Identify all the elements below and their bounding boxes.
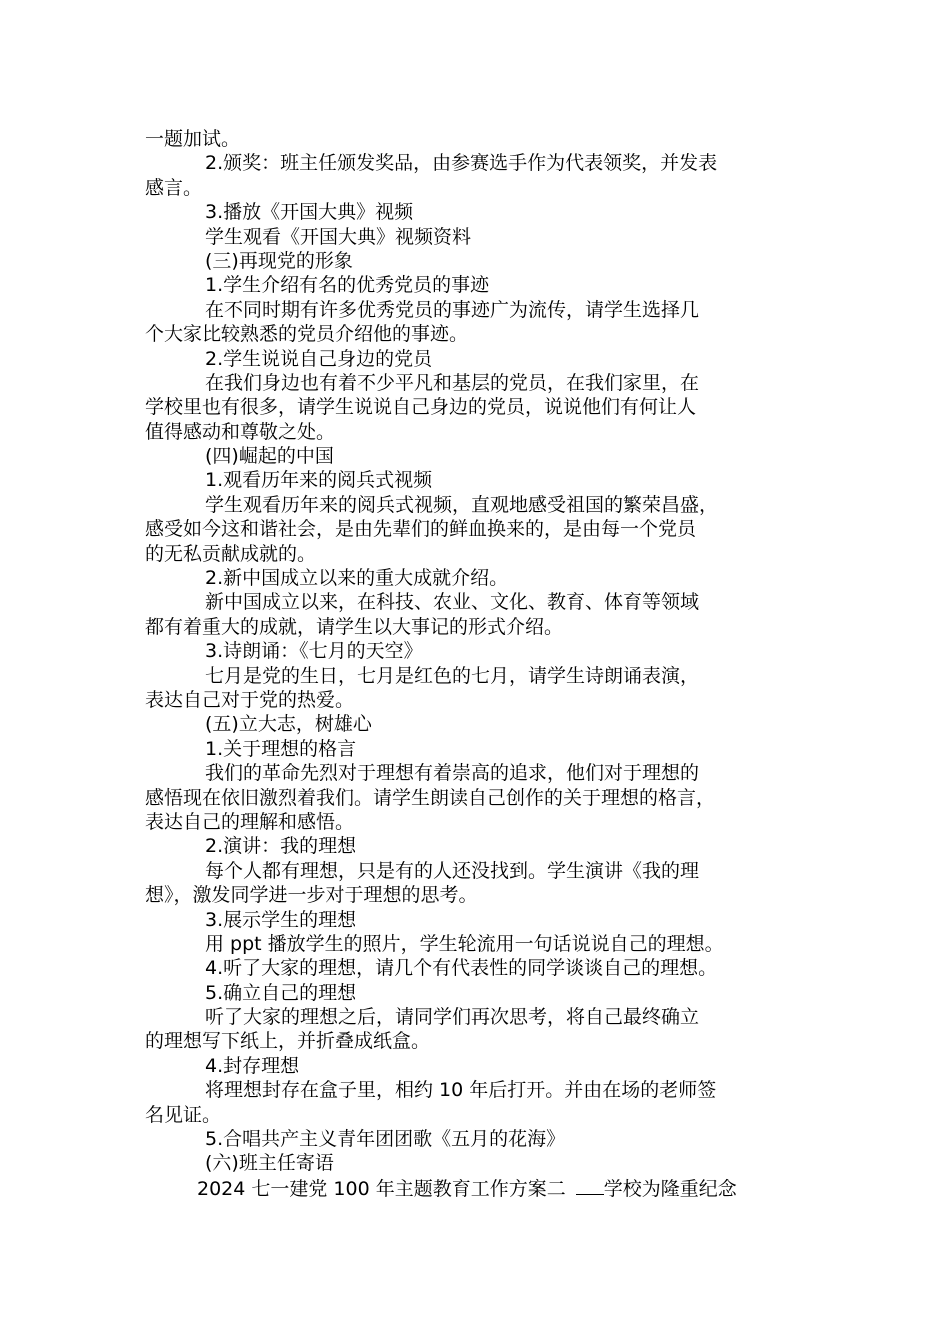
text-line: 想》，激发同学进一步对于理想的思考。 xyxy=(145,884,478,907)
text-line: 用 ppt 播放学生的照片，学生轮流用一句话说说自己的理想。 xyxy=(205,932,724,955)
text-line: 5.合唱共产主义青年团团歌《五月的花海》 xyxy=(205,1128,566,1151)
text-line: 2.演讲：我的理想 xyxy=(205,835,357,858)
text-line: 的理想写下纸上，并折叠成纸盒。 xyxy=(145,1030,431,1053)
fill-in-blank xyxy=(576,1176,604,1195)
text-line: 4.封存理想 xyxy=(205,1054,300,1077)
text-line: 在不同时期有许多优秀党员的事迹广为流传，请学生选择几 xyxy=(205,298,700,321)
text-line: 表达自己对于党的热爱。 xyxy=(145,688,355,711)
text-line: 听了大家的理想之后，请同学们再次思考，将自己最终确立 xyxy=(205,1006,700,1029)
text-line: 2.颁奖：班主任颁发奖品，由参赛选手作为代表领奖，并发表 xyxy=(205,152,718,175)
text-line-final xyxy=(145,1176,825,1200)
text-line: 七月是党的生日，七月是红色的七月，请学生诗朗诵表演， xyxy=(205,664,700,687)
text-line: 学校里也有很多，请学生说说自己身边的党员，说说他们有何让人 xyxy=(145,396,697,419)
text-line: 1.关于理想的格言 xyxy=(205,737,357,760)
text-line: 的无私贡献成就的。 xyxy=(145,542,317,565)
text-line: 3.诗朗诵：《七月的天空》 xyxy=(205,640,423,663)
text-line: 表达自己的理解和感悟。 xyxy=(145,810,355,833)
text-line: 2.学生说说自己身边的党员 xyxy=(205,347,433,370)
text-line: 感悟现在依旧激烈着我们。请学生朗读自己创作的关于理想的格言， xyxy=(145,786,716,809)
text-line: (四)崛起的中国 xyxy=(205,445,334,468)
text-line: 2.新中国成立以来的重大成就介绍。 xyxy=(205,567,509,590)
text-line: 每个人都有理想，只是有的人还没找到。学生演讲《我的理 xyxy=(205,859,700,882)
text-line: (五)立大志，树雄心 xyxy=(205,713,372,736)
document-body xyxy=(145,127,825,1200)
text-line: 在我们身边也有着不少平凡和基层的党员，在我们家里，在 xyxy=(205,371,700,394)
text-line: 个大家比较熟悉的党员介绍他的事迹。 xyxy=(145,323,469,346)
text-line: 感言。 xyxy=(145,176,203,199)
text-line: 感受如今这和谐社会，是由先辈们的鲜血换来的，是由每一个党员 xyxy=(145,518,697,541)
text-line: 一题加试。 xyxy=(145,128,241,150)
text-line: 5.确立自己的理想 xyxy=(205,981,357,1004)
text-line: 4.听了大家的理想，请几个有代表性的同学谈谈自己的理想。 xyxy=(205,957,718,980)
text-line: 3.播放《开国大典》视频 xyxy=(205,201,414,224)
final-line-heading: 2024 七一建党 100 年主题教育工作方案二 xyxy=(197,1177,572,1200)
text-line: 学生观看《开国大典》视频资料 xyxy=(205,225,472,248)
text-line: 将理想封存在盒子里，相约 10 年后打开。并由在场的老师签 xyxy=(205,1079,717,1102)
text-line: (六)班主任寄语 xyxy=(205,1152,334,1175)
text-line: 新中国成立以来，在科技、农业、文化、教育、体育等领域 xyxy=(205,591,700,614)
text-line: 值得感动和尊敬之处。 xyxy=(145,420,336,443)
text-line: 3.展示学生的理想 xyxy=(205,908,357,931)
text-line: (三)再现党的形象 xyxy=(205,249,353,272)
text-line: 1.学生介绍有名的优秀党员的事迹 xyxy=(205,274,490,297)
text-line: 名见证。 xyxy=(145,1103,222,1126)
text-line: 我们的革命先烈对于理想有着崇高的追求，他们对于理想的 xyxy=(205,762,700,785)
text-line: 1.观看历年来的阅兵式视频 xyxy=(205,469,433,492)
text-line: 学生观看历年来的阅兵式视频，直观地感受祖国的繁荣昌盛， xyxy=(205,493,719,516)
text-line: 都有着重大的成就，请学生以大事记的形式介绍。 xyxy=(145,615,564,638)
final-line-continuation: 学校为隆重纪念 xyxy=(603,1177,737,1200)
